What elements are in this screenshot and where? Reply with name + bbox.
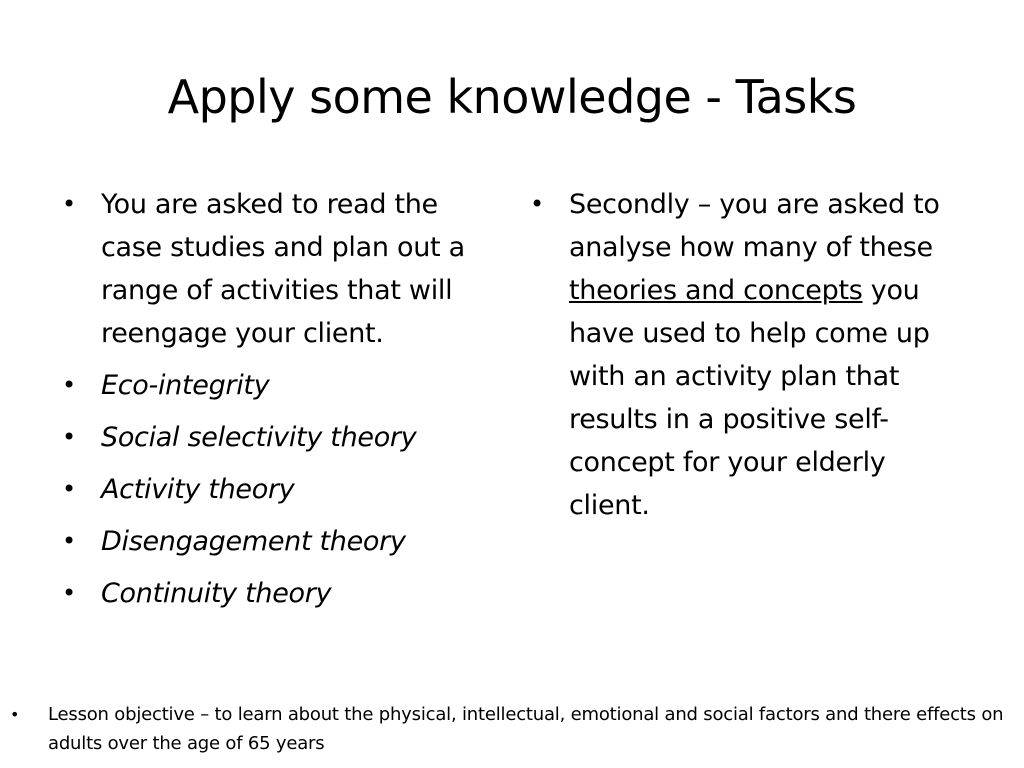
bullet-icon: • [62,579,76,607]
right-item-text-underlined: theories and concepts [569,275,863,306]
list-item-text: Activity theory [101,474,295,505]
list-item [530,183,970,527]
slide-title: Apply some knowledge - Tasks [167,70,857,124]
list-item [62,520,482,563]
list-item [62,572,482,615]
list-item [62,183,482,355]
footer-list [10,700,1010,758]
list-item-text: Continuity theory [101,578,332,609]
right-item-text-before: Secondly – you are asked to analyse how many of these [569,189,940,263]
list-item-text: Eco-integrity [101,370,270,401]
list-item [62,468,482,511]
left-column-list [62,183,482,624]
right-column-list [530,183,970,536]
footer-item [10,700,1010,758]
list-item [62,364,482,407]
lesson-objective-text: Lesson objective – to learn about the physical, intellectual, emotional and social factors and there effects on adults over the age of 65 years [48,704,1004,754]
list-item-text: Disengagement theory [101,526,406,557]
list-item-text: Social selectivity theory [101,422,417,453]
right-item-text-after: you have used to help come up with an activity plan that results in a positive self-concept for your elderly client. [569,275,930,521]
bullet-icon: • [10,705,20,724]
bullet-icon: • [62,527,76,555]
bullet-icon: • [62,475,76,503]
list-item-text: You are asked to read the case studies and plan out a range of activities that will reengage your client. [101,189,465,349]
bullet-icon: • [62,371,76,399]
bullet-icon: • [62,423,76,451]
bullet-icon: • [62,190,76,218]
bullet-icon: • [530,190,544,218]
right-item-paragraph [569,189,940,521]
list-item [62,416,482,459]
